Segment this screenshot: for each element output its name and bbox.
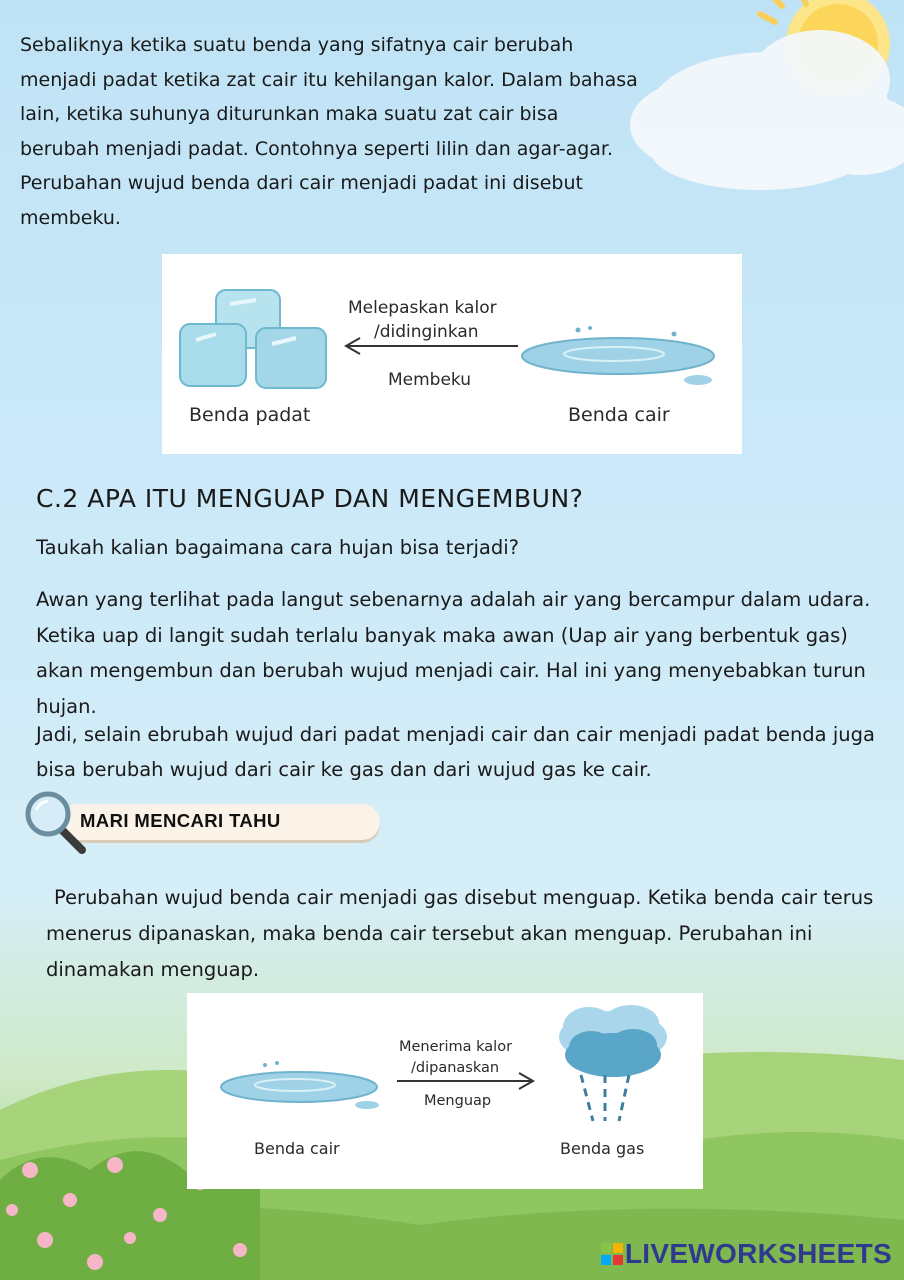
arrow-right-icon [395, 1071, 537, 1091]
cloud-icon [630, 30, 904, 190]
figure-evaporation-left-label: Benda cair [254, 1139, 340, 1158]
figure-freezing-arrow-bottom: Membeku [388, 370, 472, 390]
figure-freezing [162, 254, 742, 454]
figure-freezing-left-label: Benda padat [189, 404, 311, 426]
figure-evaporation-arrow-bottom: Menguap [424, 1093, 492, 1109]
figure-freezing-arrow-top-line1: Melepaskan kalor [348, 298, 497, 318]
arrow-left-icon [342, 336, 522, 356]
figure-evaporation-arrow-top-line2: /dipanaskan [411, 1060, 500, 1076]
figure-evaporation [187, 993, 703, 1189]
paragraph-evaporation [46, 880, 876, 988]
gas-cloud-icon [553, 1005, 673, 1125]
figure-evaporation-right-label: Benda gas [560, 1139, 645, 1158]
paragraph-evaporation-text: Perubahan wujud benda cair menjadi gas disebut menguap. Ketika benda cair terus menerus dipanaskan, maka benda cair tersebut akan menguap. Perubahan ini dinamakan menguap. [46, 886, 874, 981]
paragraph-summary: Jadi, selain ebrubah wujud dari padat menjadi cair dan cair menjadi padat benda juga bisa berubah wujud dari cair ke gas dan dari wujud gas ke cair. [36, 723, 875, 781]
mari-mencari-tahu-badge [22, 790, 372, 852]
figure-freezing-right-label: Benda cair [568, 404, 670, 426]
paragraph-clouds: Awan yang terlihat pada langut sebenarnya adalah air yang bercampur dalam udara. Ketika uap di langit sudah terlalu banyak maka awan (Uap air yang berbentuk gas) akan mengembun dan berubah wujud menjadi cair. Hal ini yang menyebabkan turun hujan. [36, 588, 871, 718]
liveworksheets-logo-icon [601, 1243, 623, 1265]
water-puddle-icon [217, 1059, 387, 1119]
brand-text: LIVEWORKSHEETS [624, 1238, 892, 1269]
figure-evaporation-arrow-top-line1: Menerima kalor [399, 1039, 513, 1055]
question-text: Taukah kalian bagaimana cara hujan bisa terjadi? [36, 536, 519, 559]
section-heading: C.2 APA ITU MENGUAP DAN MENGEMBUN? [36, 484, 584, 513]
figure-freezing-arrow-top-line2: /didinginkan [374, 322, 479, 342]
magnifier-icon [22, 790, 92, 856]
paragraph-freezing: Sebaliknya ketika suatu benda yang sifatnya cair berubah menjadi padat ketika zat cair itu kehilangan kalor. Dalam bahasa lain, ketika suhunya diturunkan maka suatu zat cair bisa berubah menjadi padat. Contohnya seperti lilin dan agar-agar. Perubahan wujud benda dari cair menjadi padat ini disebut membeku. [20, 34, 638, 229]
ice-cubes-icon [176, 284, 336, 394]
water-puddle-icon [518, 324, 724, 394]
brand-logo [601, 1238, 892, 1270]
badge-label: MARI MENCARI TAHU [80, 810, 281, 831]
